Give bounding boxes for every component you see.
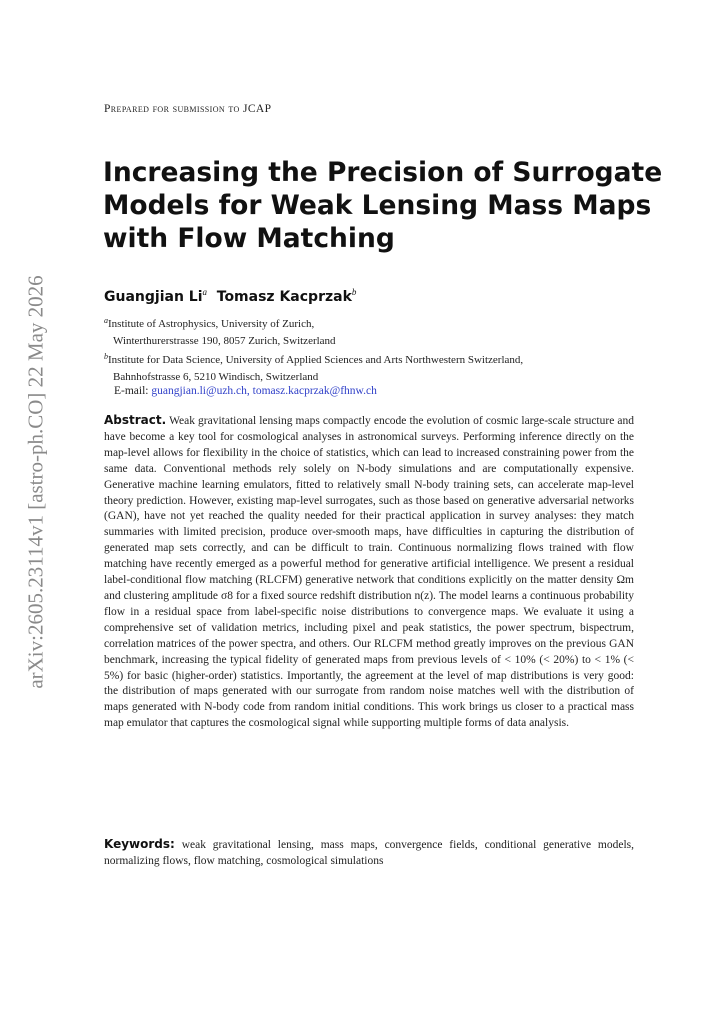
keywords-heading: Keywords: bbox=[104, 837, 175, 851]
email-line bbox=[114, 385, 377, 397]
affiliation-line: Winterthurerstrasse 190, 8057 Zurich, Switzerland bbox=[113, 334, 336, 347]
abstract-text: Weak gravitational lensing maps compactly encode the evolution of cosmic large-scale structure and have become a key tool for cosmological analyses in astronomical surveys. Performing inference directly on the map-level allows for flexibility in the choice of statistics, which can lead to increased constraining power from the same data. Conventional methods rely solely on N-body simulations and are computationally expensive. Generative machine learning emulators, fitted to relatively small N-body training sets, can accelerate map-level theory prediction. However, existing map-level surrogates, such as those based on generative adversarial networks (GAN), have not yet reached the quality needed for their practical application in survey analyses: they match summaries with limited precision, produce over-smooth maps, have difficulties in capturing the distribution of generated map sets correctly, and can be difficult to train. Continuous normalizing flows trained with flow matching have recently emerged as a powerful method for generative artificial intelligence. We present a residual label-conditional flow matching (RLCFM) generative network that conditions explicitly on the matter density Ωm and clustering amplitude σ8 for a fixed source redshift distribution n(z). The model learns a continuous probability flow in a residual space from label-specific noise distributions to convergence maps. We evaluate it using a comprehensive set of validation metrics, including pixel and peak statistics, the power spectrum, bispectrum, correlation matrices of the power spectra, and others. Our RLCFM method greatly improves on the previous GAN benchmark, increasing the typical fidelity of generated maps from previous levels of < 10% (< 20%) to < 1% (< 5%) for basic (higher-order) statistics. Importantly, the agreement at the level of map distributions is very good: the distribution of maps generated with our surrogate from random noise matches well with the distribution of maps generated with N-body code from random initial conditions. This work brings us closer to a practical mass map emulator that captures the cosmological signal while supporting multiple forms of data analysis. bbox=[104, 415, 634, 730]
affiliations bbox=[104, 313, 523, 385]
affiliation-line: Bahnhofstrasse 6, 5210 Windisch, Switzerland bbox=[113, 370, 319, 383]
arxiv-stamp-text: arXiv:2605.23114v1 [astro-ph.CO] 22 May 2026 bbox=[23, 275, 48, 689]
title-line: Increasing the Precision of Surrogate bbox=[103, 157, 663, 188]
paper-title bbox=[103, 156, 663, 255]
abstract-heading: Abstract. bbox=[104, 413, 167, 427]
affiliation-mark: b bbox=[104, 352, 108, 361]
title-line: with Flow Matching bbox=[103, 223, 395, 254]
author-name: Guangjian Li bbox=[104, 289, 203, 305]
keywords-text: weak gravitational lensing, mass maps, convergence fields, conditional generative models, normalizing flows, flow matching, cosmological simulations bbox=[104, 839, 635, 867]
affiliation-line: Institute for Data Science, University of Applied Sciences and Arts Northwestern Switzerland, bbox=[108, 354, 524, 366]
author-name: Tomasz Kacprzak bbox=[216, 289, 352, 305]
author-mark: b bbox=[351, 287, 357, 297]
title-line: Models for Weak Lensing Mass Maps bbox=[103, 190, 652, 221]
keywords bbox=[104, 836, 634, 869]
author-mark: a bbox=[202, 287, 207, 297]
author-list bbox=[104, 287, 356, 305]
affiliation bbox=[104, 313, 523, 333]
email-label: E-mail: bbox=[114, 385, 149, 397]
affiliation bbox=[104, 349, 523, 369]
abstract bbox=[104, 413, 634, 732]
affiliation-line: Institute of Astrophysics, University of Zurich, bbox=[108, 318, 315, 330]
arxiv-stamp bbox=[22, 262, 50, 702]
email-link[interactable]: guangjian.li@uzh.ch, tomasz.kacprzak@fhnw.ch bbox=[151, 385, 377, 397]
affiliation-mark: a bbox=[104, 316, 108, 325]
journal-note: Prepared for submission to JCAP bbox=[104, 103, 272, 115]
